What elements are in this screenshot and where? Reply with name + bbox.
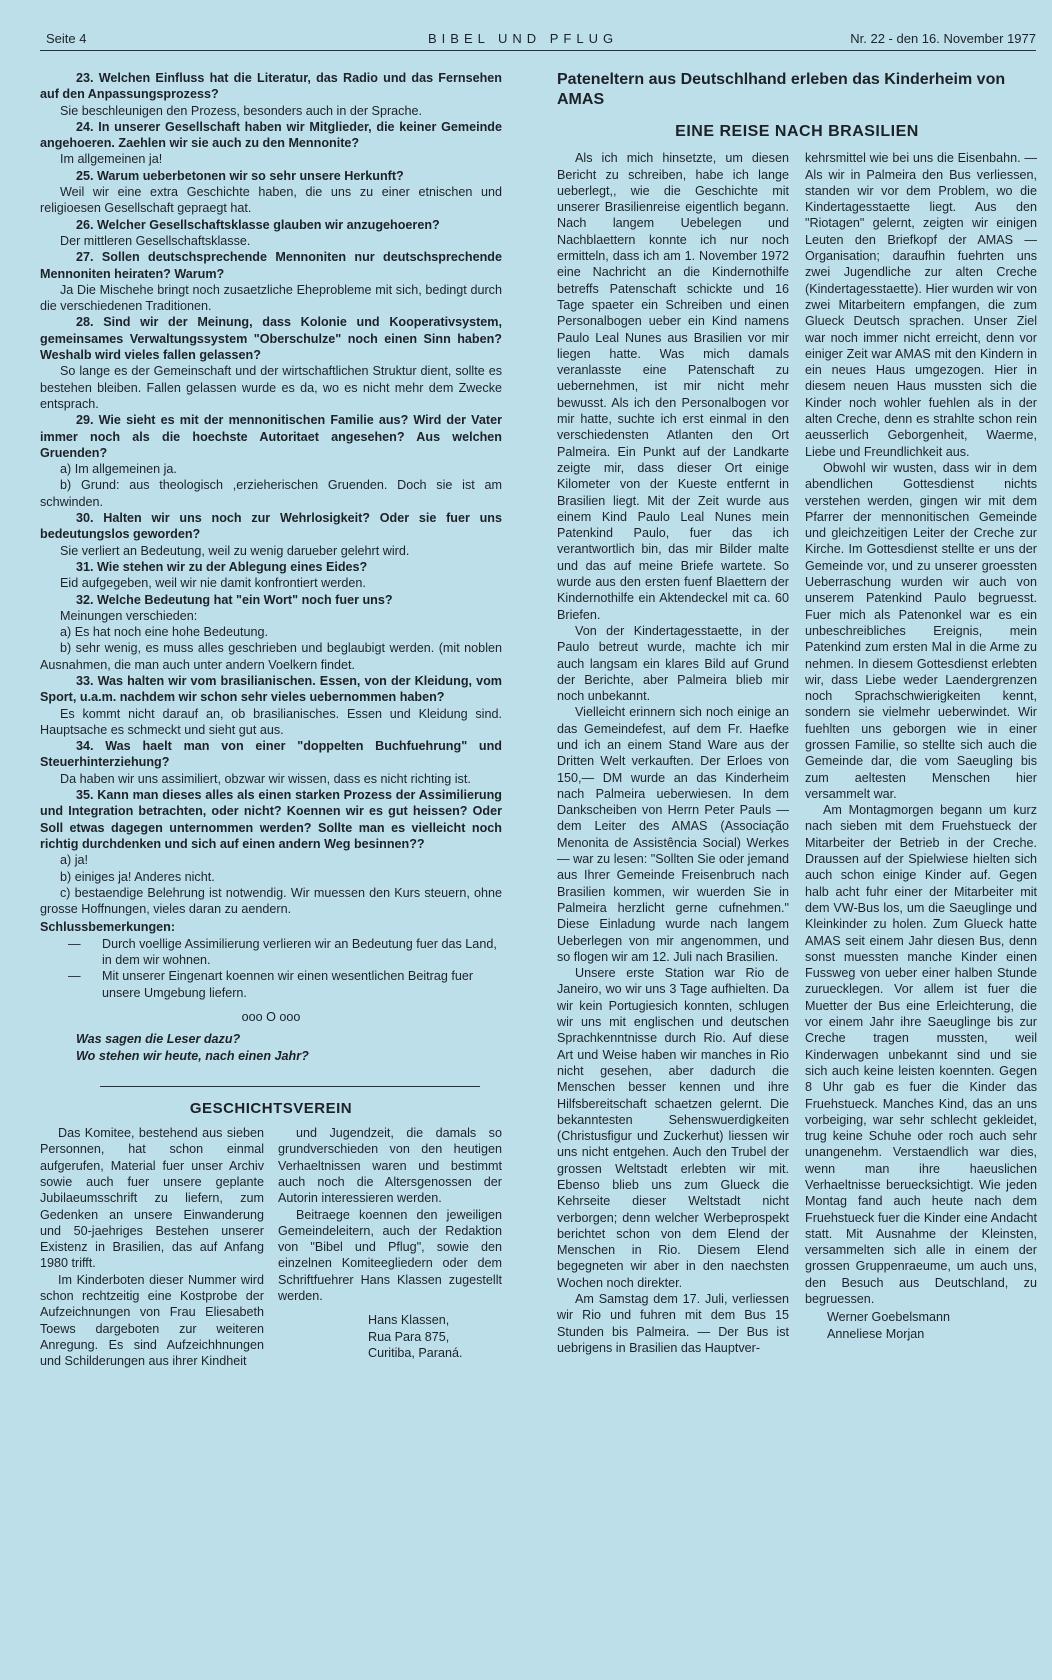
answer: b) Grund: aus theologisch ,erzieherischen Gruenden. Doch sie ist am schwinden. [40, 478, 502, 509]
paragraph: Vielleicht erinnern sich noch einige an das Gemeindefest, auf dem Fr. Haefke und ich an einem Stand Ware aus der Dritten Welt verkauften. Der Erloes von 150,— DM wurde an das Kinderheim nach Palmeira ueberwiesen. In dem Dankscheiben von Herrn Peter Pauls — dem Leiter des AMAS (Associação Menonita de Assistência Social) Werkes — war zu lesen: "Sollten Sie oder jemand aus Ihrer Gemeinde Freisenbruch nach Brasilien kommen, wir wuerden Sie in Palmeira herzlicht gerne cufnehmen." Diese Einladung wurde nach langem Ueberlegen von mir angenommen, und so flogen wir am 12. Juli nach Brasilien. [557, 705, 789, 964]
masthead: BIBEL UND PFLUG [428, 31, 619, 46]
paragraph: Das Komitee, bestehend aus sieben Personnen, hat schon einmal aufgerufen, Material fuer unser Archiv sowie auch fuer unsere geplante Jubilaeumsschrift zu liefern, zum Gedenken an unsere Einwanderung und 50-jaehriges Bestehen unserer Existenz in Brasilien, das auf Anfang 1980 trifft. [40, 1126, 264, 1271]
answer: a) Im allgemeinen ja. [60, 462, 177, 477]
answer: Es kommt nicht darauf an, ob brasilianisches. Essen und Kleidung sind. Hauptsache es schmeckt und sieht gut aus. [40, 706, 502, 737]
paragraph: Obwohl wir wusten, dass wir in dem abendlichen Gottesdienst nichts verstehen werden, gingen wir mit dem Pfarrer der mennonitischen Gemeinde und gleichzeitigen Leiter der Creche zur Kirche. Im Gottesdienst stellte er uns der Gemeinde vor, und zu unserer groessten Ueberraschung wurden wir auch von unserem Patenkind Paulo begruesst. Fuer mich als Patenonkel war es ein unbeschreibliches Ereignis, mein Patenkind zum ersten Mal in die Arme zu nehmen. In diesem Gottesdienst erlebten wir, dass Liebe weder Laendergrenzen noch Sprachschwierigkeiten kennt, sondern sie vielmehr ueberwindet. Wir fuehlten uns geborgen wie in einer grossen Familie, so stellte sich auch die Gemeinde dar, die vom Saeugling bis zum aeltesten Menschen hier versammelt war. [805, 460, 1037, 801]
left-column [40, 70, 502, 1370]
article-title: EINE REISE NACH BRASILIEN [675, 123, 919, 140]
paragraph: Beitraege koennen den jeweiligen Gemeindeleitern, auch der Redaktion von "Bibel und Pflug", sowie den einzelnen Komiteegliedern oder dem Schriftfuehrer Hans Klassen zugestellt werden. [278, 1207, 502, 1304]
answer: Sie verliert an Bedeutung, weil zu wenig darueber gelehrt wird. [60, 543, 410, 558]
question: 32. Welche Bedeutung hat "ein Wort" noch fuer uns? [76, 592, 393, 607]
questionnaire [40, 70, 502, 917]
question: 34. Was haelt man von einer "doppelten Buchfuehrung" und Steuerhinterziehung? [40, 739, 502, 770]
paragraph: Unsere erste Station war Rio de Janeiro, wo wir uns 3 Tage aufhielten. Da wir kein Portugiesich konnten, schlugen wir uns mit englischen und deutschen Sprachkenntnisse durch Rio. Auf diese Art und Weise haben wir manches in Rio nicht gesehen, aber dadurch die Menschen besser kennen und ihre Hilfsbereitschaft schaetzen gelernt. Die bekanntesten Sehenswuerdigkeiten (Christusfigur und Zuckerhut) liessen wir uns nicht entgehen. Auch den Trubel der grossen Weltstadt erlebten wir mit. Ebenso blieb uns zum Glueck die Kehrseite dieser Weltstadt nicht verborgen; denn welcher Werbeprospekt berichtet schon von dem Elend der Menschen in Rio. Diesem Elend begegneten wir aber in den naechsten Wochen noch direkter. [557, 966, 789, 1290]
paragraph: Am Samstag dem 17. Juli, verliessen wir Rio und fuhren mit dem Bus 15 Stunden bis Palmeira. — Der Bus ist uebrigens in Brasilien das Hauptver- [557, 1292, 789, 1355]
question: 28. Sind wir der Meinung, dass Kolonie und Kooperativsystem, gemeinsames Verwaltungssystem "Oberschulze" noch einen Sinn haben? Weshalb wird vieles fallen gelassen? [40, 315, 502, 363]
answer: Eid aufgegeben, weil wir nie damit konfrontiert werden. [60, 576, 366, 591]
separator: ooo O ooo [241, 1009, 301, 1024]
answer: Da haben wir uns assimiliert, obzwar wir wissen, dass es nicht richting ist. [60, 771, 471, 786]
answer: b) einiges ja! Anderes nicht. [60, 869, 215, 884]
reader-question: Was sagen die Leser dazu? [76, 1032, 241, 1047]
answer: a) ja! [60, 853, 88, 868]
answer: So lange es der Gemeinschaft und der wirtschaftlichen Struktur dient, sollte es bestehen bleiben. Fallen gelassen wurde es da, wo es nicht mehr dem Zwecke entsprach. [40, 364, 502, 411]
question: 29. Wie sieht es mit der mennonitischen Familie aus? Wird der Vater immer noch als die hoechste Autoritaet angesehen? Aus welchen Gruenden? [40, 413, 502, 460]
closing-item: — Durch voellige Assimilierung verlieren wir an Bedeutung fuer das Land, in dem wir wohnen. [68, 936, 497, 968]
paragraph: Im Kinderboten dieser Nummer wird schon rechtzeitig eine Kostprobe der Aufzeichnungen von Frau Eliesabeth Toews dargeboten zur weiteren Anregung. Es sind Aufzeichhnungen und Schilderungen aus ihrer Kindheit [40, 1272, 264, 1369]
answer: Im allgemeinen ja! [60, 152, 163, 167]
question: 25. Warum ueberbetonen wir so sehr unsere Herkunft? [76, 168, 404, 183]
answer: c) bestaendige Belehrung ist notwendig. Wir muessen den Kurs steuern, ohne grosse Hoffnungen, vieles daran zu aendern. [40, 885, 502, 917]
answer: Ja Die Mischehe bringt noch zusaetzliche Eheprobleme mit sich, bedingt durch die verschiedenen Traditionen. [40, 282, 502, 314]
answer: Weil wir eine extra Geschichte haben, die uns zu einer etnischen und religioesen Gesellschaft gepraegt hat. [40, 185, 502, 216]
paragraph: Am Montagmorgen begann um kurz nach sieben mit dem Fruehstueck der Mitarbeiter der Betrieb in der Creche. Draussen auf der Spielwiese hielten sich auch schon einige Kinder auf. Gegen halb acht fuhr einer der Mitarbeiter mit dem VW-Bus los, um die Saeuglinge und Kleinkinder zu holen. Zum Glueck hatte AMAS seit einem Jahr diesen Bus, denn sonst muessten manche Kinder einen Fussweg von ueber einer halben Stunde zuruecklegen. Vor allem ist fuer die Muetter der Bus eine Erleichterung, die vor einem Jahr ihre Saeuglinge bis zur Creche tragen mussten, weil Kinderwagen unbekannt sind und sie sich auch keine leisten koennten. Gegen 8 Uhr gab es fuer die Kinder das Fruehstueck. Manches Kind, das an uns vorbeiging, war sehr schlecht gekleidet, trug keine Schuhe oder roch auch sehr unangenehm. Verstaendlich war dies, wenn man ihre haeuslichen Verhaeltnisse beruecksichtigt. Wie jeden Montag fand auch heute nach dem Fruehstueck fuer die Kinder eine Andacht statt. Mit Ausnahme der Kleinsten, versammelten sich alle in einem der grossen Gruppenraeume, um auch uns, den Besuch aus Deutschland, zu begruessen. [805, 803, 1037, 1307]
answer: b) sehr wenig, es muss alles geschrieben und beglaubigt werden. (mit noblen Ausnahmen, die man auch unter andern Voelkern findet. [40, 641, 502, 672]
answer: Meinungen verschieden: [60, 608, 198, 623]
closing-heading: Schlussbemerkungen: [40, 920, 176, 935]
paragraph: kehrsmittel wie bei uns die Eisenbahn. — Als wir in Palmeira den Bus verliessen, standen wir vor dem Problem, wo die Kindertagesstaette liegt. Aus den "Riotagen" gelernt, zeigten wir einigen Leuten den Briefkopf der AMAS — Organisation; daraufhin fuehrten uns zwei Jugendliche zur alten Creche (Kindertagesstaette). Hier wurden wir von zwei Mitarbeitern empfangen, die zum Glueck Deutsch sprachen. Unser Ziel war noch immer nicht erreicht, denn vor einiger Zeit war AMAS mit den Kindern in ein neues Haus umgezogen. Hier in diesem neuen Haus mussten sich die Kinder noch wohler fuehlen als in der alten Creche, denn es strahlte schon rein aeusserlich Geborgenheit, Waerme, Liebe und Freundlichkeit aus. [805, 151, 1037, 459]
paragraph: und Jugendzeit, die damals so grundverschieden von den heutigen Verhaeltnissen waren und bestimmt auch noch die Altersgenossen der Autorin interessieren werden. [278, 1126, 502, 1206]
signature: Hans Klassen, Rua Para 875, Curitiba, Paraná. [368, 1313, 463, 1360]
answer: Sie beschleunigen den Prozess, besonders auch in der Sprache. [60, 103, 422, 118]
article-body [557, 150, 1037, 1356]
divider [100, 1086, 480, 1087]
question: 27. Sollen deutschsprechende Mennoniten nur deutschsprechende Mennoniten heiraten? Warum? [40, 250, 502, 281]
paragraph: Von der Kindertagesstaette, in der Paulo betreut wurde, machte ich mir auch langsam ein klares Bild auf Grund der Berichte, aber Palmeira blieb mir noch unbekannt. [557, 623, 789, 704]
article-col-2 [805, 150, 1037, 1356]
article-kicker: Pateneltern aus Deutschlhand erleben das Kinderheim von AMAS [557, 71, 1006, 108]
section-title: GESCHICHTSVEREIN [189, 1099, 353, 1117]
issue-date: Nr. 22 - den 16. November 1977 [850, 31, 1036, 46]
verein-body [40, 1125, 502, 1369]
closing-item: — Mit unserer Eingenart koennen wir einen wesentlichen Beitrag fuer unsere Umgebung liefern. [68, 969, 474, 1000]
right-column [557, 70, 1037, 1356]
verein-col-2 [278, 1125, 502, 1369]
question: 23. Welchen Einfluss hat die Literatur, das Radio und das Fernsehen auf den Anpassungsprozess? [40, 71, 502, 102]
question: 24. In unserer Gesellschaft haben wir Mitglieder, die keiner Gemeinde angehoeren. Zaehlen wir sie auch zu den Mennonite? [40, 119, 502, 151]
reader-question: Wo stehen wir heute, nach einen Jahr? [76, 1048, 309, 1063]
page-number: Seite 4 [46, 31, 87, 46]
question: 26. Welcher Gesellschaftsklasse glauben wir anzugehoeren? [76, 217, 440, 232]
verein-col-1 [40, 1125, 264, 1369]
article-signature: Werner Goebelsmann Anneliese Morjan [827, 1310, 950, 1341]
article-col-1 [557, 150, 789, 1356]
question: 35. Kann man dieses alles als einen starken Prozess der Assimilierung und Integration betrachten, oder nicht? Koennen wir es gut heissen? Oder Soll etwas dagegen unternommen werden? Sollte man es vielleicht noch richtig durchdenken und sich auf einen andern Weg besinnen?? [40, 788, 502, 851]
paragraph: Als ich mich hinsetzte, um diesen Bericht zu schreiben, habe ich lange ueberlegt,, wie die Geschichte mit unserer Brasilienreise eigentlich begann. Nach langem Uebelegen und Nachblaettern konnte ich nur noch ermitteln, dass ich am 1. November 1972 eine Nachricht an die Kindernothilfe betreffs Patenschaft schickte und 16 Tage spaeter ein Schreiben und einen Personalbogen ueber ein Kind namens Paulo Leal Nunes aus Brasilien vor mir liegen hatte. Was mich damals veranlasste eine Patenschaft zu uebernehmen, ist mir nicht mehr bewusst. Als ich den Personalbogen vor mir hatte, suchte ich erst einmal in den verschiedensten Atlanten den Ort Palmeira. Ein Punkt auf der Landkarte zeigte mir, dass dieser Ort einige Kilometer von der Kueste entfernt in Brasilien liegt. Mit der Zeit wurde aus einem Kind Paulo Leal Nunes mein Patenkind Paulo, fuer das ich verantwortlich bin, das mir Bilder malte und das auf meine Briefe wartete. So wurde aus den ersten fuenf Blaettern der Kindernothilfe ein Aktendeckel mit ca. 60 Briefen. [557, 151, 789, 622]
question: 33. Was halten wir vom brasilianischen. Essen, von der Kleidung, vom Sport, u.a.m. nachdem wir schon sehr vieles uebernommen haben? [40, 673, 502, 705]
question: 30. Halten wir uns noch zur Wehrlosigkeit? Oder sie fuer uns bedeutungslos geworden? [40, 511, 502, 542]
page-header [40, 28, 1036, 51]
answer: Der mittleren Gesellschaftsklasse. [60, 233, 251, 248]
question: 31. Wie stehen wir zu der Ablegung eines Eides? [76, 559, 368, 574]
answer: a) Es hat noch eine hohe Bedeutung. [60, 625, 268, 640]
